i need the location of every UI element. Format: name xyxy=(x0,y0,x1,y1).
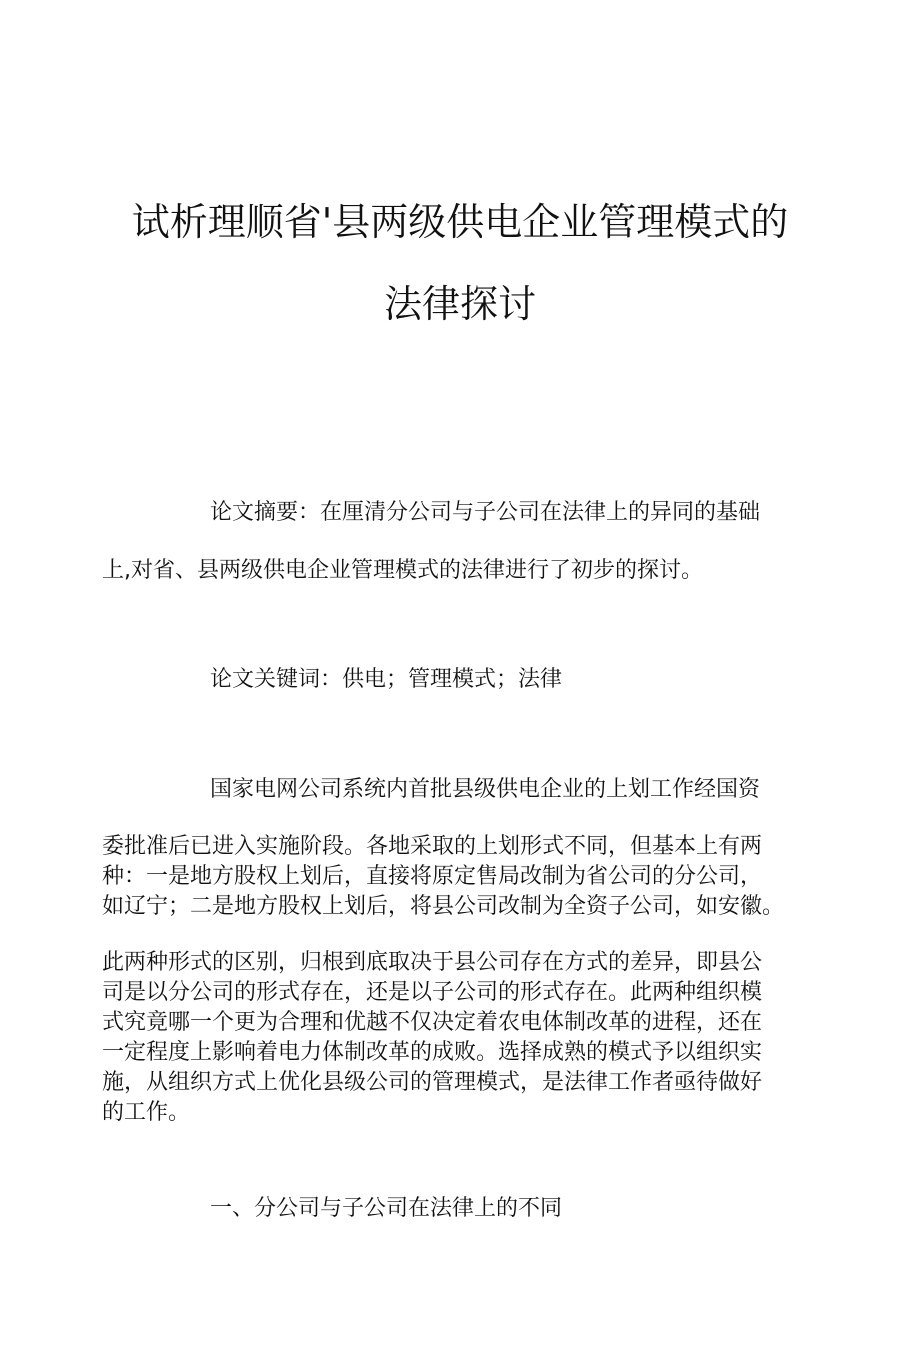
document-title-line-1: 试析理顺省'县两级供电企业管理模式的 xyxy=(131,200,789,244)
abstract-line-2: 上,对省、县两级供电企业管理模式的法律进行了初步的探讨。 xyxy=(102,558,703,583)
paragraph-2-line-6: 的工作。 xyxy=(102,1100,191,1125)
section-heading: 一、分公司与子公司在法律上的不同 xyxy=(210,1196,563,1221)
paragraph-2-line-2: 司是以分公司的形式存在，还是以子公司的形式存在。此两种组织模 xyxy=(102,980,763,1005)
paragraph-1-line-3: 种：一是地方股权上划后，直接将原定售局改制为省公司的分公司， xyxy=(102,864,763,889)
paragraph-1-line-2: 委批准后已进入实施阶段。各地采取的上划形式不同，但基本上有两 xyxy=(102,834,763,859)
document-title-line-2: 法律探讨 xyxy=(383,282,536,326)
paragraph-2-line-3: 式究竟哪一个更为合理和优越不仅决定着农电体制改革的进程，还在 xyxy=(102,1010,763,1035)
paragraph-1-line-4: 如辽宁；二是地方股权上划后，将县公司改制为全资子公司，如安徽。 xyxy=(102,894,785,919)
paragraph-2-line-4: 一定程度上影响着电力体制改革的成败。选择成熟的模式予以组织实 xyxy=(102,1040,763,1065)
abstract-line-1: 论文摘要：在厘清分公司与子公司在法律上的异同的基础 xyxy=(210,500,761,525)
paragraph-1-line-1: 国家电网公司系统内首批县级供电企业的上划工作经国资 xyxy=(210,777,761,802)
paragraph-2-line-5: 施，从组织方式上优化县级公司的管理模式，是法律工作者亟待做好 xyxy=(102,1070,763,1095)
paragraph-2-line-1: 此两种形式的区别，归根到底取决于县公司存在方式的差异，即县公 xyxy=(102,950,763,975)
keywords-line: 论文关键词：供电；管理模式；法律 xyxy=(210,667,563,692)
